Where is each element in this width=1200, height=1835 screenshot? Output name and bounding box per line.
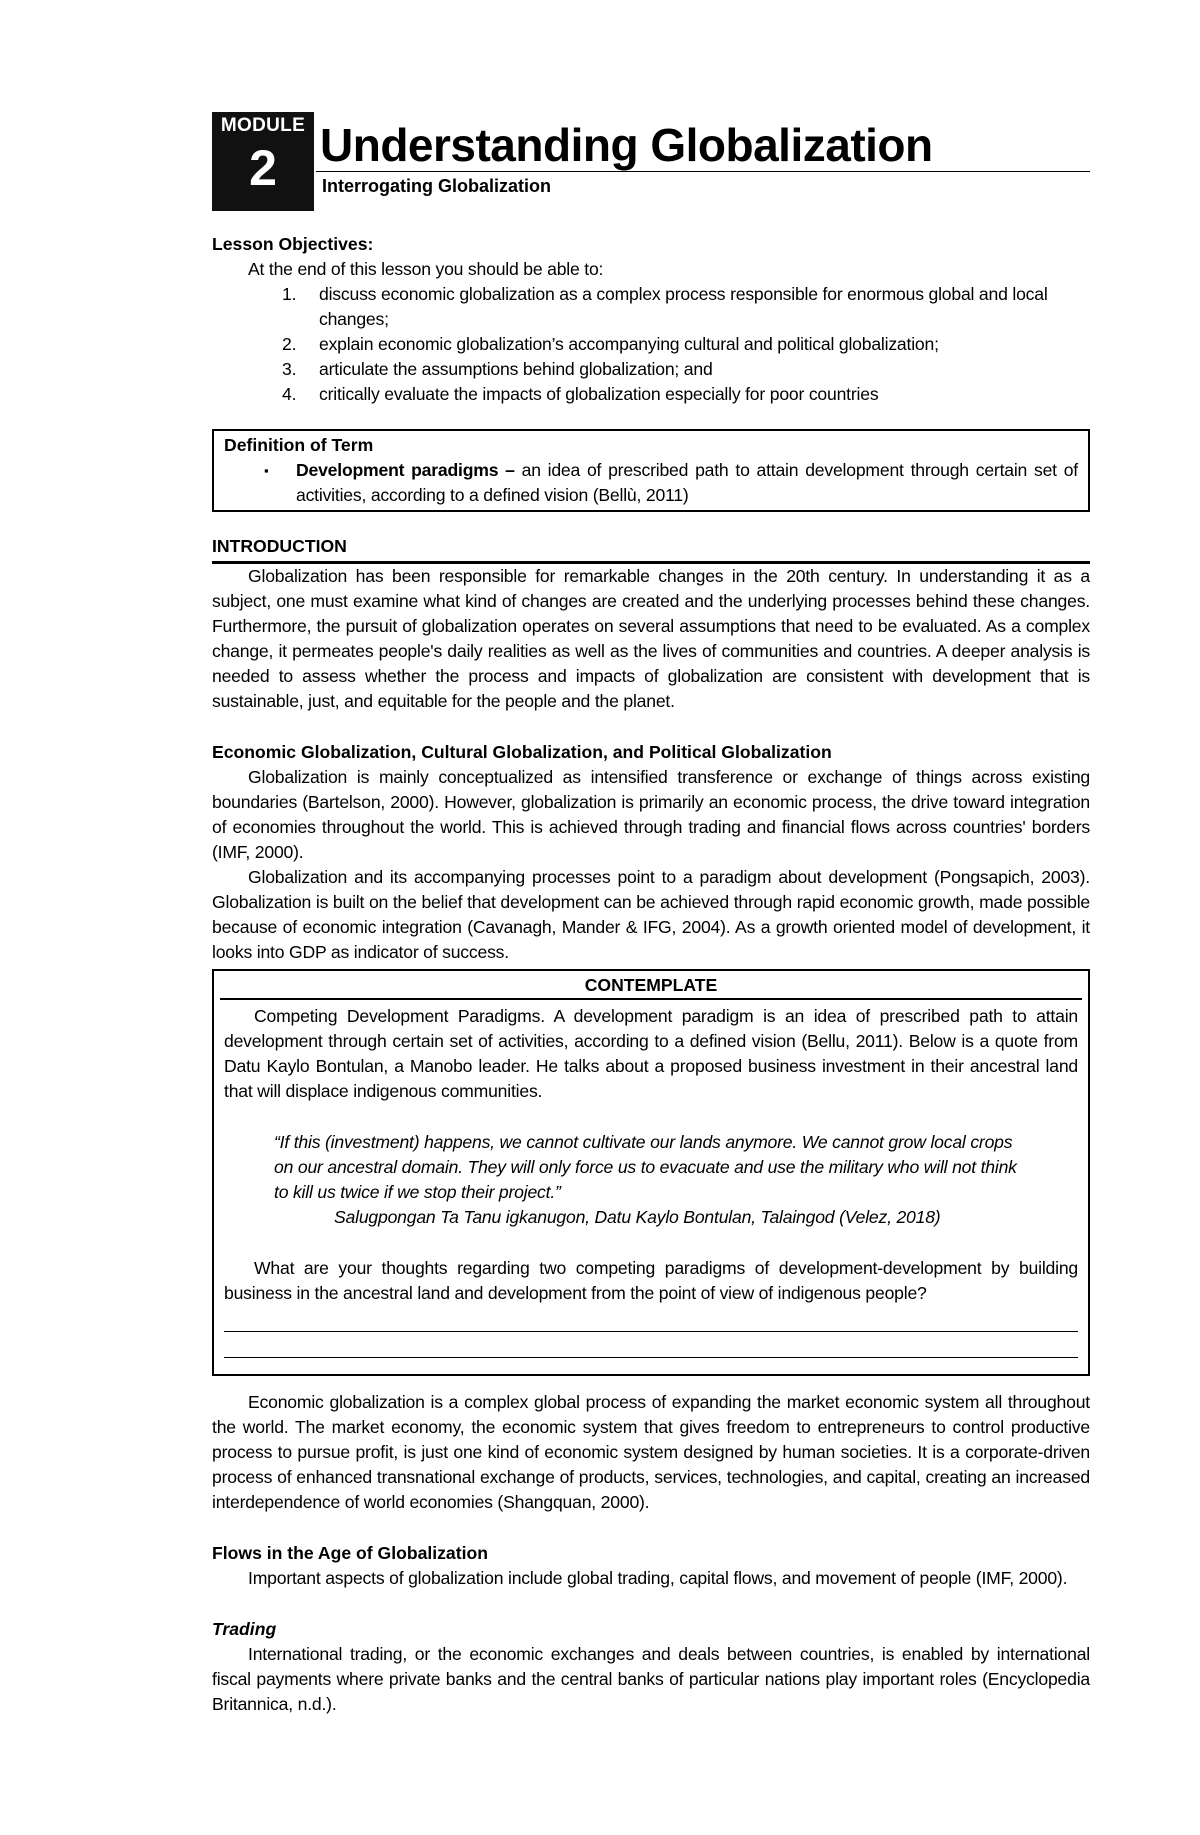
objective-text: discuss economic globalization as a complex process responsible for enormous global and local changes; <box>319 284 1048 329</box>
economic-paragraph-2: Globalization and its accompanying processes point to a paradigm about development (Pongsapich, 2003). Globalization is built on the belief that development can be achieved through rapid economic growth, made possible because of economic integration (Cavanagh, Mander & IFG, 2004). As a growth oriented model of development, it looks into GDP as indicator of success. <box>212 867 1090 962</box>
objective-item <box>212 332 1090 357</box>
module-number: 2 <box>249 140 277 196</box>
objective-number: 2. <box>282 334 297 354</box>
flows-heading: Flows in the Age of Globalization <box>212 1543 488 1563</box>
quote-source: Salugpongan Ta Tanu igkanugon, Datu Kaylo Bontulan, Talaingod (Velez, 2018) <box>334 1207 941 1227</box>
economic-paragraph-1: Globalization is mainly conceptualized as intensified transference or exchange of things across existing boundaries (Bartelson, 2000). However, globalization is primarily an economic process, the drive toward integration of economies throughout the world. This is achieved through trading and financial flows across countries' borders (IMF, 2000). <box>212 767 1090 862</box>
document-page <box>212 112 1090 1717</box>
objective-text: articulate the assumptions behind globalization; and <box>319 359 713 379</box>
objective-text: critically evaluate the impacts of globalization especially for poor countries <box>319 384 879 404</box>
trading-paragraph: International trading, or the economic exchanges and deals between countries, is enabled by international fiscal payments where private banks and the central banks of particular nations play important roles (Encyclopedia Britannica, n.d.). <box>212 1644 1090 1714</box>
objectives-heading: Lesson Objectives: <box>212 234 374 254</box>
contemplate-intro: Competing Development Paradigms. A development paradigm is an idea of prescribed path to attain development through certain set of activities, according to a defined vision (Bellu, 2011). Below is a quote from Datu Kaylo Bontulan, a Manobo leader. He talks about a proposed business investment in their ancestral land that will displace indigenous communities. <box>224 1006 1078 1101</box>
contemplate-divider <box>220 998 1082 1000</box>
objectives-list <box>212 282 1090 407</box>
module-badge <box>212 112 314 211</box>
introduction-heading: INTRODUCTION <box>212 536 347 556</box>
objective-number: 3. <box>282 359 297 379</box>
objectives-intro: At the end of this lesson you should be able to: <box>248 259 604 279</box>
market-paragraph: Economic globalization is a complex global process of expanding the market economic system all throughout the world. The market economy, the economic system that gives freedom to entrepreneurs to control productive process to pursue profit, is just one kind of economic system designed by human societies. It is a corporate-driven process of enhanced transnational exchange of products, services, technologies, and capital, creating an increased interdependence of world economies (Shangquan, 2000). <box>212 1392 1090 1512</box>
objective-item <box>212 382 1090 407</box>
objective-number: 1. <box>282 284 297 304</box>
contemplate-title: CONTEMPLATE <box>584 975 718 995</box>
objective-item <box>212 282 1090 332</box>
module-subtitle: Interrogating Globalization <box>322 176 551 196</box>
trading-heading: Trading <box>212 1619 277 1639</box>
answer-line[interactable] <box>224 1332 1078 1358</box>
lesson-objectives <box>212 232 1090 407</box>
definition-box <box>212 429 1090 512</box>
definition-heading: Definition of Term <box>224 435 374 455</box>
contemplate-box <box>212 969 1090 1376</box>
definition-text: an idea of prescribed path to attain development through certain set of activities, according to a defined vision (Bellù, 2011) <box>296 460 1078 505</box>
introduction-paragraph: Globalization has been responsible for remarkable changes in the 20th century. In understanding it as a subject, one must examine what kind of changes are created and the underlying processes behind these changes. Furthermore, the pursuit of globalization operates on several assumptions that need to be evaluated. As a complex change, it permeates people's daily realities as well as the lives of communities and countries. A deeper analysis is needed to assess whether the process and impacts of globalization are consistent with development that is sustainable, just, and equitable for the people and the planet. <box>212 566 1090 711</box>
bullet-icon: ▪ <box>264 463 269 478</box>
flows-paragraph: Important aspects of globalization include global trading, capital flows, and movement of people (IMF, 2000). <box>248 1568 1068 1588</box>
module-title: Understanding Globalization <box>320 119 933 171</box>
module-label: MODULE <box>220 115 306 136</box>
definition-item <box>224 458 1078 508</box>
answer-line[interactable] <box>224 1306 1078 1332</box>
contemplate-question: What are your thoughts regarding two competing paradigms of development-development by building business in the ancestral land and development from the point of view of indigenous people? <box>224 1258 1078 1303</box>
economic-heading: Economic Globalization, Cultural Globalization, and Political Globalization <box>212 742 832 762</box>
module-header <box>212 112 1090 212</box>
indigenous-quote: “If this (investment) happens, we cannot cultivate our lands anymore. We cannot grow local crops on our ancestral domain. They will only force us to evacuate and use the military who will not think to kill us twice if we stop their project.” <box>274 1132 1017 1202</box>
definition-term: Development paradigms – <box>296 460 515 480</box>
objective-text: explain economic globalization’s accompanying cultural and political globalization; <box>319 334 939 354</box>
objective-number: 4. <box>282 384 297 404</box>
objective-item <box>212 357 1090 382</box>
title-divider <box>316 171 1090 172</box>
